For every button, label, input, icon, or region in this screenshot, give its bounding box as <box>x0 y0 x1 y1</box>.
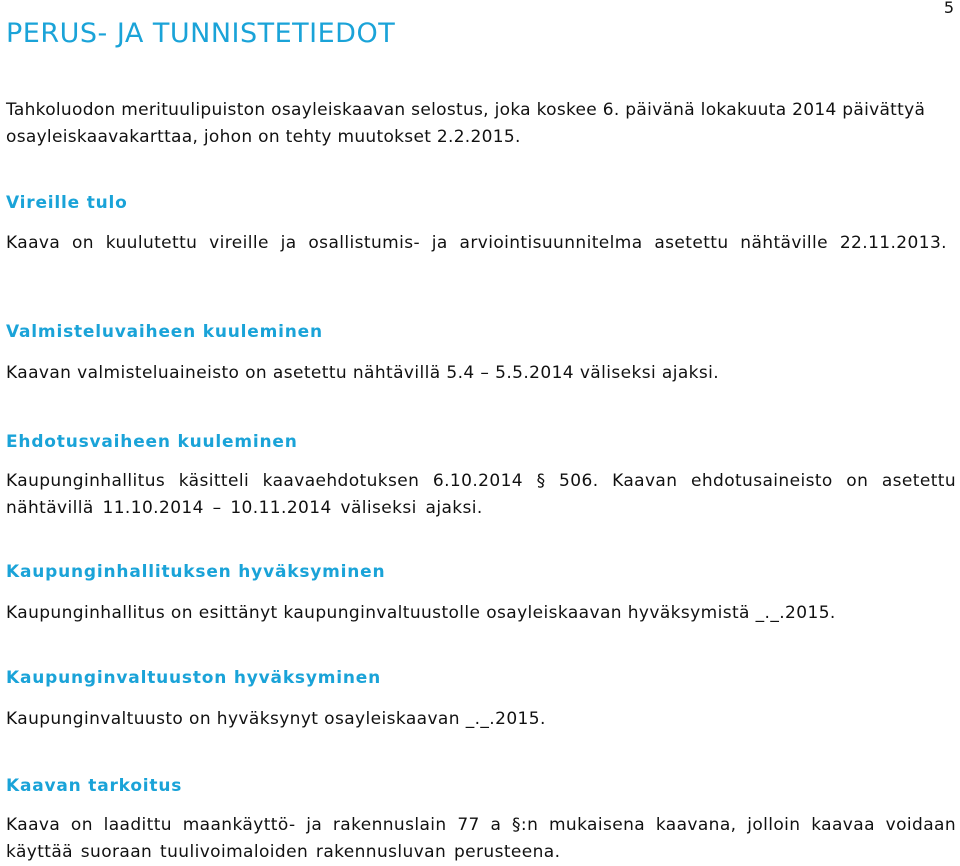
section-kaupunginvaltuusto-hyvaksyminen <box>6 668 956 733</box>
section-heading: Ehdotusvaiheen kuuleminen <box>6 432 298 452</box>
section-text: Kaava on laadittu maankäyttö- ja rakennuslain 77 a §:n mukaisena kaavana, jolloin kaavaa voidaan käyttää suoraan tuulivoimaloiden rakennusluvan perusteena. <box>6 815 956 862</box>
intro-paragraph: Tahkoluodon merituulipuiston osayleiskaavan selostus, joka koskee 6. päivänä lokakuuta 2014 päivättyä osayleiskaavakarttaa, johon on tehty muutokset 2.2.2015. <box>6 100 926 147</box>
section-text: Kaupunginhallitus käsitteli kaavaehdotuksen 6.10.2014 § 506. Kaavan ehdotusaineisto on asetettu nähtävillä 11.10.2014 – 10.11.2014 väliseksi ajaksi. <box>6 471 956 518</box>
section-heading: Vireille tulo <box>6 193 128 213</box>
section-valmisteluvaihe <box>6 322 956 387</box>
section-text: Kaavan valmisteluaineisto on asetettu nähtävillä 5.4 – 5.5.2014 väliseksi ajaksi. <box>6 363 720 383</box>
section-heading: Kaavan tarkoitus <box>6 776 183 796</box>
section-heading: Kaupunginhallituksen hyväksyminen <box>6 562 386 582</box>
section-heading: Valmisteluvaiheen kuuleminen <box>6 322 323 342</box>
section-ehdotusvaihe <box>6 432 956 522</box>
section-kaupunginhallitus-hyvaksyminen <box>6 562 956 627</box>
page-number: 5 <box>943 0 954 17</box>
section-text: Kaava on kuulutettu vireille ja osallistumis- ja arviointisuunnitelma asetettu nähtäville 22.11.2013. <box>6 233 947 253</box>
page-title: PERUS- JA TUNNISTETIEDOT <box>6 18 396 49</box>
section-text: Kaupunginhallitus on esittänyt kaupunginvaltuustolle osayleiskaavan hyväksymistä _._.2015. <box>6 603 836 623</box>
section-vireille-tulo <box>6 193 956 257</box>
section-kaavan-tarkoitus <box>6 776 956 866</box>
section-text: Kaupunginvaltuusto on hyväksynyt osayleiskaavan _._.2015. <box>6 709 546 729</box>
section-heading: Kaupunginvaltuuston hyväksyminen <box>6 668 381 688</box>
